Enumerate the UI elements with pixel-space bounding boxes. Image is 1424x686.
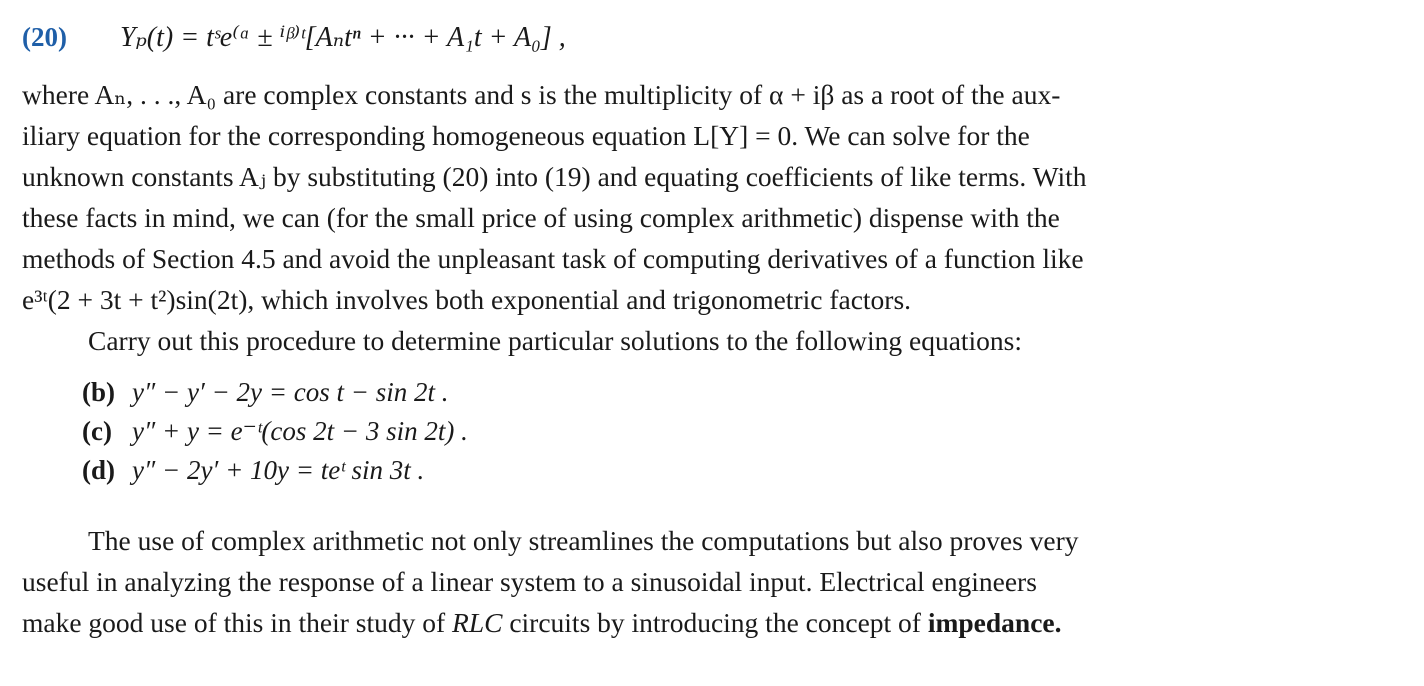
equation-number: (20) bbox=[22, 22, 67, 52]
text-run: circuits by introducing the concept of bbox=[502, 607, 928, 638]
textbook-page bbox=[22, 12, 1322, 643]
paragraph-line: The use of complex arithmetic not only streamlines the computations but also proves very bbox=[88, 525, 1079, 556]
exercise-list bbox=[82, 373, 1322, 490]
paragraph-explanation bbox=[22, 74, 1322, 361]
paragraph-line: where Aₙ, . . ., A₀ are complex constants and s is the multiplicity of α + iβ as a root of the aux- bbox=[22, 79, 1061, 110]
instruction-line: Carry out this procedure to determine particular solutions to the following equations: bbox=[88, 325, 1023, 356]
paragraph-line: iliary equation for the corresponding homogeneous equation L[Y] = 0. We can solve for the bbox=[22, 120, 1030, 151]
exercise-equation: y″ + y = e⁻ᵗ(cos 2t − 3 sin 2t) . bbox=[132, 416, 468, 446]
paragraph-impedance bbox=[22, 520, 1322, 643]
exercise-item-d bbox=[82, 451, 1322, 490]
exercise-label: (b) bbox=[82, 377, 115, 407]
text-run: make good use of this in their study of bbox=[22, 607, 453, 638]
paragraph-line-last bbox=[22, 602, 1322, 643]
exercise-equation: y″ − y′ − 2y = cos t − sin 2t . bbox=[132, 377, 449, 407]
equation-20 bbox=[22, 12, 1322, 62]
exercise-item-c bbox=[82, 412, 1322, 451]
equation-formula: Yₚ(t) = tˢe⁽ᵅ ± ⁱᵝ⁾ᵗ[Aₙtⁿ + ··· + A₁t + A₀] , bbox=[120, 22, 566, 53]
paragraph-line: methods of Section 4.5 and avoid the unpleasant task of computing derivatives of a function like bbox=[22, 243, 1084, 274]
paragraph-line: these facts in mind, we can (for the small price of using complex arithmetic) dispense with the bbox=[22, 202, 1060, 233]
exercise-label: (c) bbox=[82, 416, 112, 446]
paragraph-line: unknown constants Aⱼ by substituting (20) into (19) and equating coefficients of like terms. With bbox=[22, 161, 1087, 192]
rlc-term: RLC bbox=[452, 607, 503, 638]
paragraph-line: e³ᵗ(2 + 3t + t²)sin(2t), which involves both exponential and trigonometric factors. bbox=[22, 284, 912, 315]
exercise-item-b bbox=[82, 373, 1322, 412]
paragraph-line: useful in analyzing the response of a linear system to a sinusoidal input. Electrical engineers bbox=[22, 566, 1037, 597]
exercise-label: (d) bbox=[82, 455, 115, 485]
exercise-equation: y″ − 2y′ + 10y = teᵗ sin 3t . bbox=[132, 455, 425, 485]
impedance-term: impedance. bbox=[927, 607, 1062, 638]
